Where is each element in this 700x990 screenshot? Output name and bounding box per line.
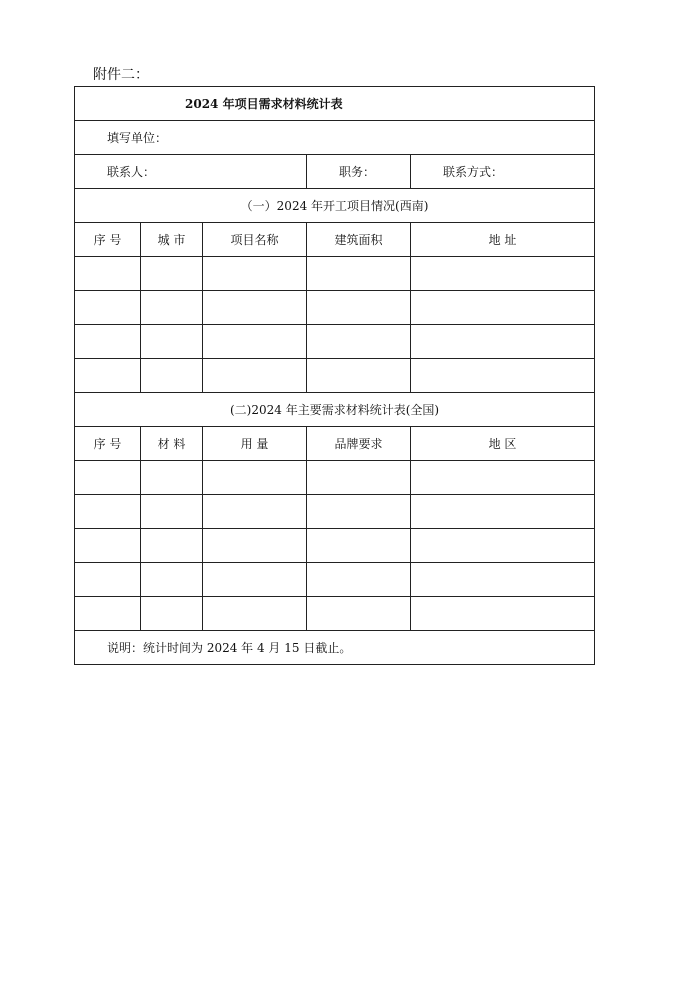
table-cell[interactable]	[411, 495, 595, 529]
contact-person-field[interactable]	[75, 155, 307, 189]
fill-unit-field[interactable]	[75, 121, 595, 155]
table-cell[interactable]	[203, 325, 307, 359]
table-cell[interactable]	[307, 325, 411, 359]
section2-row	[75, 461, 595, 495]
section1-header-project-name: 项目名称	[203, 223, 307, 257]
table-cell[interactable]	[75, 257, 141, 291]
form-title: 2024 年项目需求材料统计表	[75, 87, 595, 121]
table-cell[interactable]	[411, 597, 595, 631]
table-cell[interactable]	[203, 461, 307, 495]
position-label: 职务：	[339, 165, 376, 179]
table-cell[interactable]	[203, 495, 307, 529]
table-cell[interactable]	[307, 495, 411, 529]
table-cell[interactable]	[141, 257, 203, 291]
table-cell[interactable]	[141, 563, 203, 597]
table-cell[interactable]	[141, 359, 203, 393]
table-cell[interactable]	[203, 291, 307, 325]
section1-header-row	[75, 223, 595, 257]
contact-method-label: 联系方式：	[443, 165, 504, 179]
section2-header-row	[75, 427, 595, 461]
table-cell[interactable]	[203, 597, 307, 631]
table-cell[interactable]	[203, 359, 307, 393]
table-cell[interactable]	[411, 461, 595, 495]
table-cell[interactable]	[75, 563, 141, 597]
table-cell[interactable]	[141, 597, 203, 631]
attachment-label: 附件二：	[93, 67, 149, 83]
table-cell[interactable]	[141, 495, 203, 529]
table-cell[interactable]	[307, 291, 411, 325]
table-cell[interactable]	[307, 529, 411, 563]
section1-row	[75, 257, 595, 291]
position-field[interactable]	[307, 155, 411, 189]
table-cell[interactable]	[203, 529, 307, 563]
section2-row	[75, 495, 595, 529]
section2-header-material: 材 料	[141, 427, 203, 461]
section1-row	[75, 325, 595, 359]
table-cell[interactable]	[411, 563, 595, 597]
section1-row	[75, 291, 595, 325]
table-cell[interactable]	[411, 291, 595, 325]
table-cell[interactable]	[75, 495, 141, 529]
table-cell[interactable]	[411, 359, 595, 393]
table-cell[interactable]	[307, 563, 411, 597]
section1-header-address: 地 址	[411, 223, 595, 257]
section1-row	[75, 359, 595, 393]
table-cell[interactable]	[203, 563, 307, 597]
table-cell[interactable]	[307, 359, 411, 393]
contact-person-label: 联系人：	[107, 165, 156, 179]
table-cell[interactable]	[307, 461, 411, 495]
section1-header-index: 序 号	[75, 223, 141, 257]
table-cell[interactable]	[141, 461, 203, 495]
section2-header-region: 地 区	[411, 427, 595, 461]
table-cell[interactable]	[411, 257, 595, 291]
table-cell[interactable]	[75, 359, 141, 393]
table-cell[interactable]	[307, 257, 411, 291]
section2-row	[75, 597, 595, 631]
section1-header-city: 城 市	[141, 223, 203, 257]
section2-header-brand-requirement: 品牌要求	[307, 427, 411, 461]
section2-header-index: 序 号	[75, 427, 141, 461]
table-cell[interactable]	[75, 529, 141, 563]
section2-row	[75, 529, 595, 563]
section2-heading: (二)2024 年主要需求材料统计表(全国)	[75, 393, 595, 427]
table-cell[interactable]	[75, 461, 141, 495]
material-demand-form	[74, 86, 595, 665]
section1-heading: （一）2024 年开工项目情况(西南)	[75, 189, 595, 223]
contact-method-field[interactable]	[411, 155, 595, 189]
table-cell[interactable]	[203, 257, 307, 291]
section2-header-quantity: 用 量	[203, 427, 307, 461]
table-cell[interactable]	[141, 529, 203, 563]
table-cell[interactable]	[307, 597, 411, 631]
table-cell[interactable]	[141, 291, 203, 325]
form-note: 说明：统计时间为 2024 年 4 月 15 日截止。	[75, 631, 595, 665]
section1-header-floor-area: 建筑面积	[307, 223, 411, 257]
table-cell[interactable]	[75, 291, 141, 325]
table-cell[interactable]	[411, 325, 595, 359]
table-cell[interactable]	[75, 325, 141, 359]
fill-unit-label: 填写单位：	[107, 131, 168, 145]
table-cell[interactable]	[141, 325, 203, 359]
table-cell[interactable]	[75, 597, 141, 631]
table-cell[interactable]	[411, 529, 595, 563]
section2-row	[75, 563, 595, 597]
